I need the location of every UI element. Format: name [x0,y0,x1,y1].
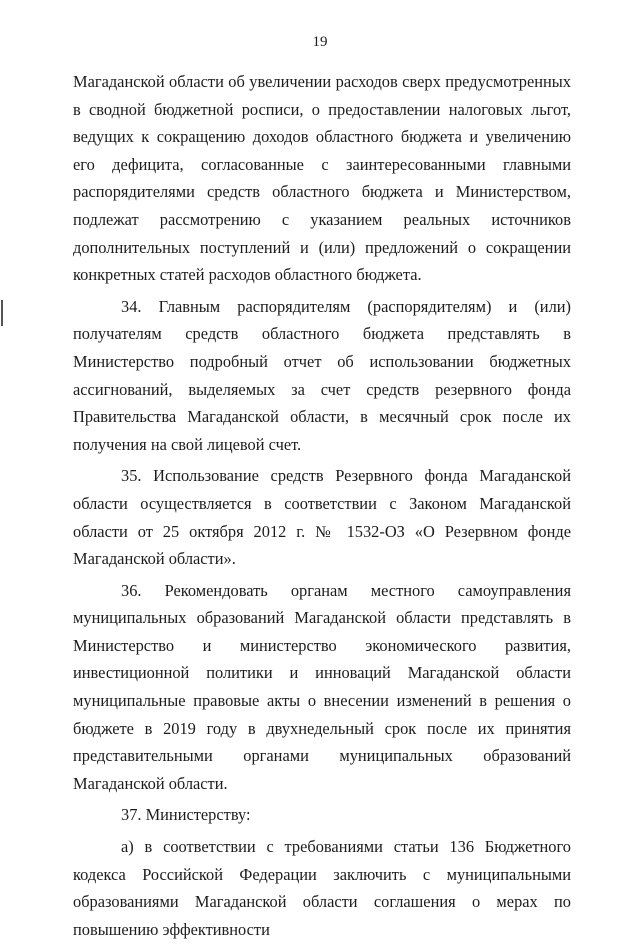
paragraph-37: 37. Министерству: [121,805,251,825]
paragraph-37a: а) в соответствии с требованиями статьи 136 Бюджетного кодекса Российской Федерации заключить с муниципальными образованиями Магаданской области соглашения о мерах по повышению эффективности [73,837,571,939]
paragraph-continuation: Магаданской области об увеличении расходов сверх предусмотренных в сводной бюджетной росписи, о предоставлении налоговых льгот, ведущих к сокращению доходов областного бюджета и увеличению его дефицита, согласованные с заинтересованными главными распорядителями средств областного бюджета и Министерством, подлежат рассмотрению с указанием реальных источников дополнительных поступлений и (или) предложений о сокращении конкретных статей расходов областного бюджета. [73,72,571,285]
paragraph-34: 34. Главным распорядителям (распорядителям) и (или) получателям средств областного бюджета представлять в Министерство подробный отчет об использовании бюджетных ассигнований, выделяемых за счет средств резервного фонда Правительства Магаданской области, в месячный срок после их получения на свой лицевой счет. [73,296,571,454]
paragraph-35: 35. Использование средств Резервного фонда Магаданской области осуществляется в соответствии с Законом Магаданской области от 25 октября 2012 г. № 1532-ОЗ «О Резервном фонде Магаданской области». [73,466,571,569]
scan-edge-mark [1,300,3,326]
document-body [73,68,571,947]
page-number: 19 [312,34,328,50]
paragraph-36: 36. Рекомендовать органам местного самоуправления муниципальных образований Магаданской области представлять в Министерство и министерство экономического развития, инвестиционной политики и инноваций Магаданской области муниципальные правовые акты о внесении изменений в решения о бюджете в 2019 году в двухнедельный срок после их принятия представительными органами муниципальных образований Магаданской области. [73,580,571,793]
